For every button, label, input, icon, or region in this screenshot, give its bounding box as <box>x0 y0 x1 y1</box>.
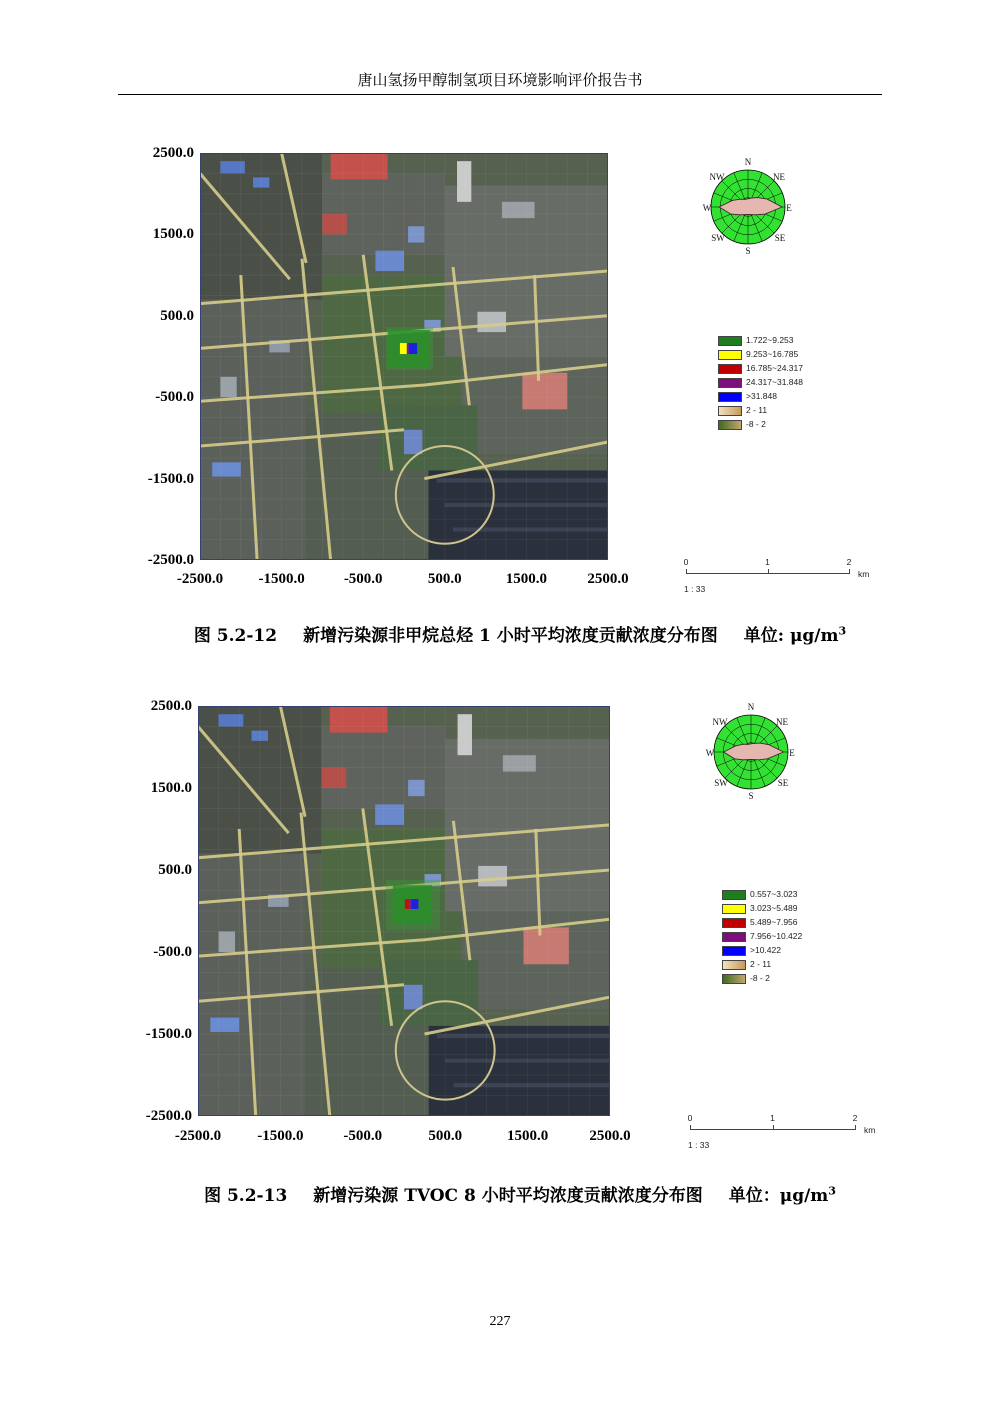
wind-rose-label-ne: NE <box>776 717 788 727</box>
legend-item <box>722 904 832 914</box>
legend-item <box>722 932 832 942</box>
y-axis-tick-label: -500.0 <box>153 944 192 960</box>
y-axis-tick-label: 500.0 <box>158 862 192 878</box>
legend-swatch <box>722 932 746 942</box>
land-patch <box>200 300 306 560</box>
legend-item <box>718 336 828 346</box>
unit-label <box>744 626 846 646</box>
scale-bar-unit: km <box>864 1125 876 1135</box>
land-patch <box>429 1026 610 1116</box>
building <box>375 804 404 825</box>
legend-label: 9.253~16.785 <box>746 349 799 359</box>
building <box>210 1018 239 1032</box>
wind-rose-label-n: N <box>744 157 752 167</box>
building <box>220 377 236 397</box>
page-number: 227 <box>489 1314 511 1329</box>
unit-superscript: 3 <box>838 624 847 638</box>
legend-swatch <box>722 960 746 970</box>
legend-item <box>722 974 832 984</box>
legend-label: 0.557~3.023 <box>750 889 798 899</box>
y-axis-tick-label: 500.0 <box>160 307 194 324</box>
legend-label: 3.023~5.489 <box>750 903 798 913</box>
y-axis-tick-label: -2500.0 <box>147 552 194 568</box>
legend-item <box>722 918 832 928</box>
legend-item <box>722 946 832 956</box>
wind-rose-label-n: N <box>747 702 755 712</box>
scale-bar-label: 2 <box>846 557 852 567</box>
legend-label: 1.722~9.253 <box>746 335 794 345</box>
wind-rose-label-s: S <box>748 791 754 801</box>
wind-rose-label-nw: NW <box>709 172 725 182</box>
x-axis-tick-label: -2500.0 <box>174 1128 222 1144</box>
building <box>523 927 568 964</box>
building <box>522 373 567 410</box>
building <box>219 932 235 953</box>
building <box>453 1083 610 1087</box>
wind-rose-label-w: W <box>702 203 712 213</box>
land-patch <box>198 854 305 1116</box>
legend-label: -8 - 2 <box>750 973 770 983</box>
legend-swatch <box>722 946 746 956</box>
wind-rose-label-sw: SW <box>711 233 725 243</box>
x-axis-tick-label: -1500.0 <box>257 1128 304 1144</box>
scale-bar-tick <box>855 1125 856 1130</box>
legend-swatch <box>722 904 746 914</box>
legend-label: >10.422 <box>750 945 781 955</box>
legend-label: 2 - 11 <box>750 959 772 969</box>
concentration-plume-cell <box>400 343 407 354</box>
satellite-basemap <box>198 706 610 1116</box>
wind-rose-label-ne: NE <box>773 172 785 182</box>
legend-item <box>718 392 828 402</box>
legend-swatch <box>718 350 742 360</box>
y-axis-tick-label: 2500.0 <box>150 698 192 714</box>
legend-item <box>722 960 832 970</box>
x-axis-tick-label: -500.0 <box>343 571 383 587</box>
scale-bar-tick <box>690 1125 691 1130</box>
legend-item <box>718 406 828 416</box>
scale-bar-label: 1 <box>765 557 770 567</box>
scale-bar-tick <box>849 569 850 574</box>
building <box>478 866 507 887</box>
concentration-plume-cell <box>409 343 417 354</box>
header-rule <box>118 94 882 95</box>
wind-rose-label-nw: NW <box>712 717 728 727</box>
scale-ratio: 1 : 33 <box>688 1140 710 1150</box>
legend-label: >31.848 <box>746 391 777 401</box>
legend-item <box>718 364 828 374</box>
building <box>375 251 404 271</box>
scale-bar-unit: km <box>858 569 870 579</box>
y-axis-tick-label: -500.0 <box>155 389 194 406</box>
building <box>404 985 423 1010</box>
building <box>212 462 241 476</box>
legend-label: 2 - 11 <box>746 405 768 415</box>
x-axis-tick-label: 1500.0 <box>505 571 548 587</box>
concentration-plume-cell <box>410 899 412 909</box>
wind-rose <box>701 702 801 802</box>
y-axis-tick-label: -2500.0 <box>145 1108 192 1124</box>
scale-ratio: 1 : 33 <box>684 584 706 594</box>
x-axis-tick-label: -1500.0 <box>258 571 305 587</box>
unit-label <box>729 1186 836 1206</box>
legend-label: 7.956~10.422 <box>750 931 803 941</box>
x-axis-tick-label: 500.0 <box>428 1128 463 1144</box>
concentration-plume-cell <box>405 899 410 909</box>
legend-swatch <box>722 918 746 928</box>
y-axis-tick-label: 1500.0 <box>152 226 194 243</box>
legend-swatch <box>718 378 742 388</box>
unit-superscript: 3 <box>828 1184 836 1198</box>
wind-rose-label-s: S <box>745 246 751 256</box>
building <box>502 202 535 218</box>
legend-swatch <box>718 420 742 430</box>
wind-rose-label-e: E <box>786 203 792 213</box>
building <box>437 1034 610 1038</box>
land-patch <box>428 470 608 560</box>
y-axis-tick-label: 2500.0 <box>152 145 194 161</box>
legend-item <box>718 420 828 430</box>
x-axis-tick-label: 500.0 <box>427 571 462 587</box>
figure-number: 图 5.2-12 <box>193 626 278 646</box>
figure-caption <box>140 625 900 647</box>
x-axis-tick-label: 2500.0 <box>587 571 629 587</box>
legend-label: -8 - 2 <box>746 419 766 429</box>
satellite-basemap <box>200 153 608 560</box>
unit-text: 单位: μg/m <box>743 626 839 646</box>
figure-caption <box>140 1185 900 1207</box>
wind-rose-label-w: W <box>705 748 715 758</box>
wind-rose-label-se: SE <box>777 778 789 788</box>
y-axis-tick-label: 1500.0 <box>150 780 192 796</box>
y-axis-tick-label: -1500.0 <box>145 1026 192 1042</box>
legend-swatch <box>722 890 746 900</box>
legend-item <box>718 350 828 360</box>
building <box>458 714 472 755</box>
x-axis-tick-label: -500.0 <box>343 1128 383 1144</box>
legend-swatch <box>718 364 742 374</box>
figure-title: 新增污染源 TVOC 8 小时平均浓度贡献浓度分布图 <box>313 1186 703 1206</box>
scale-bar-tick <box>773 1125 774 1130</box>
running-header-title: 唐山氢扬甲醇制氢项目环境影响评价报告书 <box>357 71 643 89</box>
scale-bar-label: 0 <box>687 1113 693 1123</box>
scale-bar-tick <box>768 569 769 574</box>
wind-rose-label-se: SE <box>774 233 786 243</box>
x-axis-tick-label: 1500.0 <box>506 1128 549 1144</box>
building <box>330 706 388 733</box>
building <box>404 430 422 454</box>
legend-label: 5.489~7.956 <box>750 917 798 927</box>
building <box>503 755 536 771</box>
building <box>437 479 608 483</box>
scale-bar-label: 2 <box>852 1113 858 1123</box>
scale-bar-label: 0 <box>683 557 689 567</box>
legend-swatch <box>722 974 746 984</box>
unit-text: 单位：μg/m <box>728 1186 829 1206</box>
wind-rose-label-sw: SW <box>714 778 728 788</box>
legend-swatch <box>718 336 742 346</box>
x-axis-tick-label: 2500.0 <box>589 1128 631 1144</box>
building <box>457 161 471 202</box>
figure-title: 新增污染源非甲烷总烃 1 小时平均浓度贡献浓度分布图 <box>303 626 718 646</box>
y-axis-tick-label: -1500.0 <box>147 470 194 487</box>
legend-item <box>722 890 832 900</box>
building <box>477 312 506 332</box>
building <box>453 527 608 531</box>
scale-bar-tick <box>686 569 687 574</box>
legend-item <box>718 378 828 388</box>
wind-rose-label-e: E <box>789 748 795 758</box>
legend-label: 16.785~24.317 <box>746 363 803 373</box>
wind-rose <box>698 157 798 257</box>
legend-swatch <box>718 392 742 402</box>
scale-bar-label: 1 <box>770 1113 775 1123</box>
legend-swatch <box>718 406 742 416</box>
x-axis-tick-label: -2500.0 <box>176 571 224 587</box>
legend-label: 24.317~31.848 <box>746 377 803 387</box>
concentration-plume-cell <box>411 899 418 909</box>
building <box>331 153 388 179</box>
figure-number: 图 5.2-13 <box>204 1186 288 1206</box>
